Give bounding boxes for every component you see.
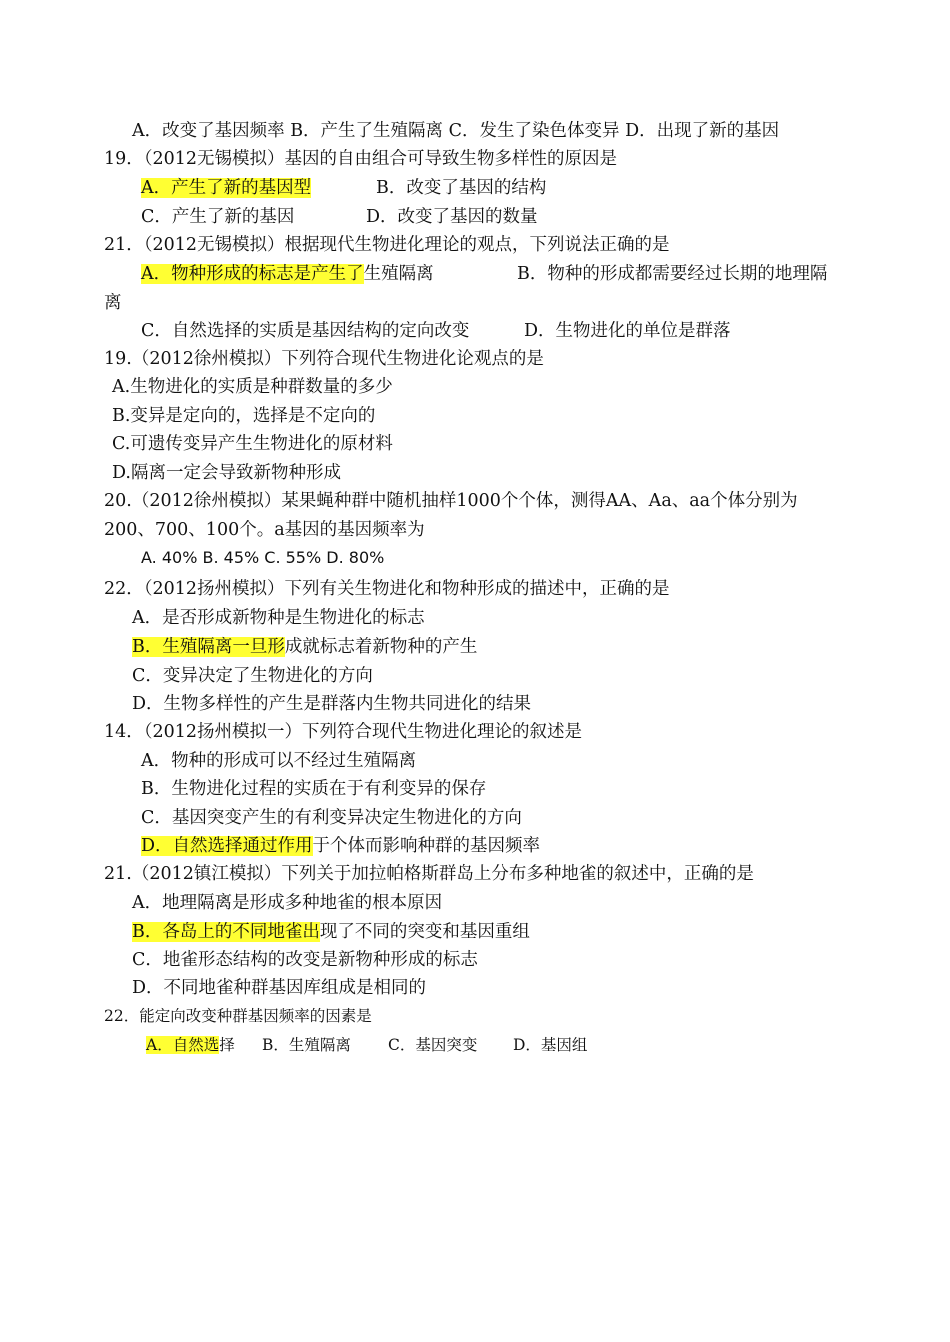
- q19-xuzhou-option-d: D.隔离一定会导致新物种形成: [112, 463, 341, 483]
- q20-xuzhou-stem: 20.（2012徐州模拟）某果蝇种群中随机抽样1000个个体，测得AA、Aa、aa个体分别为: [104, 491, 798, 511]
- q22-yangzhou-option-c: C．变异决定了生物进化的方向: [132, 666, 373, 686]
- q19-xuzhou-option-a: A.生物进化的实质是种群数量的多少: [112, 377, 393, 397]
- q22-final-stem: 22．能定向改变种群基因频率的因素是: [104, 1007, 372, 1025]
- q14-yangzhou-option-a: A．物种的形成可以不经过生殖隔离: [141, 751, 417, 771]
- q19-wuxi-option-b: B．改变了基因的结构: [376, 178, 547, 198]
- q14-yangzhou-stem: 14．（2012扬州模拟一）下列符合现代生物进化理论的叙述是: [104, 722, 583, 742]
- q19-xuzhou-option-b: B.变异是定向的，选择是不定向的: [112, 406, 376, 426]
- q19-wuxi-option-d: D．改变了基因的数量: [366, 207, 538, 227]
- q21-wuxi-option-c: C．自然选择的实质是基因结构的定向改变: [141, 321, 470, 341]
- q20-xuzhou-options: A. 40% B. 45% C. 55% D. 80%: [141, 548, 385, 567]
- q21-zhenjiang-stem: 21.（2012镇江模拟）下列关于加拉帕格斯群岛上分布多种地雀的叙述中，正确的是: [104, 864, 754, 884]
- q20-xuzhou-stem-cont: 200、700、100个。a基因的基因频率为: [104, 520, 425, 540]
- q22-final-option-d: D．基因组: [513, 1036, 588, 1054]
- q21-zhenjiang-option-c: C．地雀形态结构的改变是新物种形成的标志: [132, 950, 478, 970]
- q21-zhenjiang-option-d: D．不同地雀种群基因库组成是相同的: [132, 978, 427, 998]
- q22-yangzhou-option-a: A．是否形成新物种是生物进化的标志: [132, 608, 425, 628]
- q19-wuxi-stem: 19．（2012无锡模拟）基因的自由组合可导致生物多样性的原因是: [104, 149, 618, 169]
- q-prev-options: A．改变了基因频率 B．产生了生殖隔离 C．发生了染色体变异 D．出现了新的基因: [132, 121, 780, 141]
- answer-highlight: A．物种形成的标志是产生了: [141, 264, 364, 284]
- q22-yangzhou-option-d: D．生物多样性的产生是群落内生物共同进化的结果: [132, 694, 532, 714]
- q21-wuxi-option-d: D．生物进化的单位是群落: [524, 321, 731, 341]
- q19-xuzhou-stem: 19.（2012徐州模拟）下列符合现代生物进化论观点的是: [104, 349, 544, 369]
- q21-wuxi-option-b: B．物种的形成都需要经过长期的地理隔: [517, 264, 828, 284]
- q22-final-option-a: A．自然选择: [146, 1036, 235, 1054]
- q19-wuxi-option-a: [141, 176, 311, 200]
- q14-yangzhou-option-b: B．生物进化过程的实质在于有利变异的保存: [141, 779, 487, 799]
- answer-highlight: A．自然选: [146, 1036, 220, 1054]
- q14-yangzhou-option-c: C．基因突变产生的有利变异决定生物进化的方向: [141, 808, 522, 828]
- q21-wuxi-option-a: A．物种形成的标志是产生了生殖隔离: [141, 264, 434, 284]
- answer-highlight: A．产生了新的基因型: [141, 178, 312, 198]
- q22-yangzhou-option-b: B．生殖隔离一旦形成就标志着新物种的产生: [132, 637, 478, 657]
- answer-highlight: D．自然选择通过作用: [141, 836, 313, 856]
- answer-highlight: B．各岛上的不同地雀出: [132, 922, 320, 942]
- q22-final-option-c: C．基因突变: [388, 1036, 478, 1054]
- q19-wuxi-option-c: C．产生了新的基因: [141, 207, 295, 227]
- q19-xuzhou-option-c: C.可遗传变异产生生物进化的原材料: [112, 434, 393, 454]
- q22-yangzhou-stem: 22．（2012扬州模拟）下列有关生物进化和物种形成的描述中，正确的是: [104, 579, 670, 599]
- answer-highlight: B．生殖隔离一旦形: [132, 637, 285, 657]
- q21-wuxi-option-b-wrap: 离: [104, 293, 122, 313]
- q21-zhenjiang-option-a: A．地理隔离是形成多种地雀的根本原因: [132, 893, 443, 913]
- q21-zhenjiang-option-b: B．各岛上的不同地雀出现了不同的突变和基因重组: [132, 922, 530, 942]
- q14-yangzhou-option-d: D．自然选择通过作用于个体而影响种群的基因频率: [141, 836, 541, 856]
- q22-final-option-b: B．生殖隔离: [262, 1036, 351, 1054]
- q21-wuxi-stem: 21．（2012无锡模拟）根据现代生物进化理论的观点，下列说法正确的是: [104, 235, 670, 255]
